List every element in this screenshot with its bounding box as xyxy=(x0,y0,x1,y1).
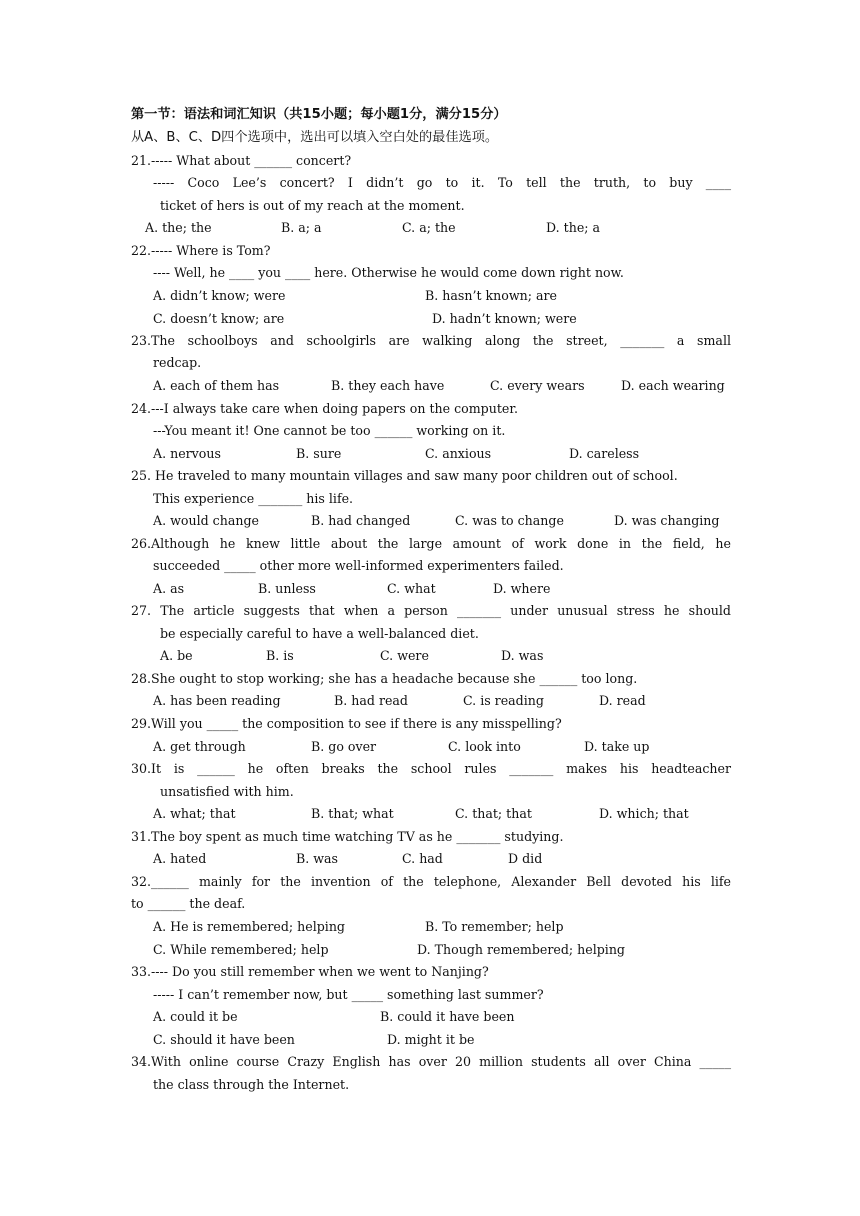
question-26-option-c: C. what xyxy=(387,581,436,596)
question-21-option-a: A. the; the xyxy=(145,220,212,235)
question-24-option-b: B. sure xyxy=(296,446,342,461)
question-22-line-2: ---- Well, he ____ you ____ here. Otherwise he would come down right now. xyxy=(153,265,624,280)
question-29-option-a: A. get through xyxy=(153,739,246,754)
question-25-line-2: This experience _______ his life. xyxy=(153,491,354,506)
question-34-line-2: the class through the Internet. xyxy=(153,1077,350,1092)
question-25-option-a: A. would change xyxy=(153,513,259,528)
question-22-option-a: A. didn’t know; were xyxy=(153,288,286,303)
question-26-line-1: 26.Although he knew little about the large amount of work done in the field, he xyxy=(131,536,731,551)
question-33-line-2: ----- I can’t remember now, but _____ something last summer? xyxy=(153,987,544,1002)
question-33-option-b: B. could it have been xyxy=(380,1009,515,1024)
question-22-option-d: D. hadn’t known; were xyxy=(432,311,577,326)
question-22-line-1: 22.----- Where is Tom? xyxy=(131,243,271,258)
question-23-option-d: D. each wearing xyxy=(621,378,725,393)
question-26-option-d: D. where xyxy=(493,581,551,596)
question-28-option-a: A. has been reading xyxy=(153,693,281,708)
question-27-option-d: D. was xyxy=(501,648,544,663)
question-23-option-b: B. they each have xyxy=(331,378,445,393)
question-32-option-b: B. To remember; help xyxy=(425,919,564,934)
question-25-option-b: B. had changed xyxy=(311,513,411,528)
question-25-line-1: 25. He traveled to many mountain villages and saw many poor children out of school. xyxy=(131,468,678,483)
question-29-line-1: 29.Will you _____ the composition to see if there is any misspelling? xyxy=(131,716,562,731)
question-30-option-b: B. that; what xyxy=(311,806,394,821)
question-26-option-b: B. unless xyxy=(258,581,316,596)
question-30-option-a: A. what; that xyxy=(153,806,236,821)
question-30-line-2: unsatisfied with him. xyxy=(160,784,294,799)
question-26-line-2: succeeded _____ other more well-informed experimenters failed. xyxy=(153,558,564,573)
question-27-line-2: be especially careful to have a well-balanced diet. xyxy=(160,626,479,641)
question-33-option-d: D. might it be xyxy=(387,1032,475,1047)
question-27-option-c: C. were xyxy=(380,648,429,663)
question-28-line-1: 28.She ought to stop working; she has a headache because she ______ too long. xyxy=(131,671,638,686)
question-24-option-d: D. careless xyxy=(569,446,640,461)
question-24-option-a: A. nervous xyxy=(153,446,221,461)
question-21-option-d: D. the; a xyxy=(546,220,601,235)
question-25-option-c: C. was to change xyxy=(455,513,564,528)
question-27-line-1: 27. The article suggests that when a person _______ under unusual stress he should xyxy=(131,603,731,618)
question-32-option-d: D. Though remembered; helping xyxy=(417,942,625,957)
question-30-line-1: 30.It is ______ he often breaks the school rules _______ makes his headteacher xyxy=(131,761,731,776)
question-21-option-c: C. a; the xyxy=(402,220,456,235)
question-28-option-d: D. read xyxy=(599,693,646,708)
question-34-line-1: 34.With online course Crazy English has over 20 million students all over China _____ xyxy=(131,1054,731,1069)
question-31-line-1: 31.The boy spent as much time watching TV as he _______ studying. xyxy=(131,829,564,844)
question-28-option-c: C. is reading xyxy=(463,693,544,708)
question-30-option-d: D. which; that xyxy=(599,806,689,821)
question-27-option-a: A. be xyxy=(160,648,193,663)
question-23-line-1: 23.The schoolboys and schoolgirls are walking along the street, _______ a small xyxy=(131,333,731,348)
question-26-option-a: A. as xyxy=(153,581,185,596)
question-29-option-b: B. go over xyxy=(311,739,377,754)
question-21-option-b: B. a; a xyxy=(281,220,322,235)
question-31-option-b: B. was xyxy=(296,851,339,866)
question-25-option-d: D. was changing xyxy=(614,513,720,528)
question-22-option-b: B. hasn’t known; are xyxy=(425,288,557,303)
question-24-line-1: 24.---I always take care when doing papers on the computer. xyxy=(131,401,518,416)
question-21-line-1: 21.----- What about ______ concert? xyxy=(131,153,352,168)
question-21-line-2: ----- Coco Lee’s concert? I didn’t go to it. To tell the truth, to buy ____ xyxy=(153,175,731,190)
question-31-option-d: D did xyxy=(508,851,543,866)
section-instruction: 从A、B、C、D四个选项中，选出可以填入空白处的最佳选项。 xyxy=(131,130,499,145)
question-24-line-2: ---You meant it! One cannot be too ______ working on it. xyxy=(153,423,506,438)
question-33-line-1: 33.---- Do you still remember when we went to Nanjing? xyxy=(131,964,489,979)
question-33-option-a: A. could it be xyxy=(153,1009,238,1024)
question-32-line-1: 32.______ mainly for the invention of the telephone, Alexander Bell devoted his life xyxy=(131,874,731,889)
question-32-option-a: A. He is remembered; helping xyxy=(153,919,345,934)
question-23-option-c: C. every wears xyxy=(490,378,585,393)
question-23-line-2: redcap. xyxy=(153,355,202,370)
question-22-option-c: C. doesn’t know; are xyxy=(153,311,285,326)
section-heading: 第一节：语法和词汇知识（共15小题；每小题1分，满分15分） xyxy=(131,107,507,122)
question-30-option-c: C. that; that xyxy=(455,806,532,821)
question-29-option-c: C. look into xyxy=(448,739,521,754)
question-28-option-b: B. had read xyxy=(334,693,408,708)
question-24-option-c: C. anxious xyxy=(425,446,492,461)
question-32-option-c: C. While remembered; help xyxy=(153,942,329,957)
question-31-option-a: A. hated xyxy=(153,851,207,866)
question-21-line-3: ticket of hers is out of my reach at the moment. xyxy=(160,198,465,213)
question-31-option-c: C. had xyxy=(402,851,443,866)
question-33-option-c: C. should it have been xyxy=(153,1032,295,1047)
question-32-line-2: to ______ the deaf. xyxy=(131,896,246,911)
question-29-option-d: D. take up xyxy=(584,739,650,754)
question-27-option-b: B. is xyxy=(266,648,294,663)
question-23-option-a: A. each of them has xyxy=(153,378,280,393)
